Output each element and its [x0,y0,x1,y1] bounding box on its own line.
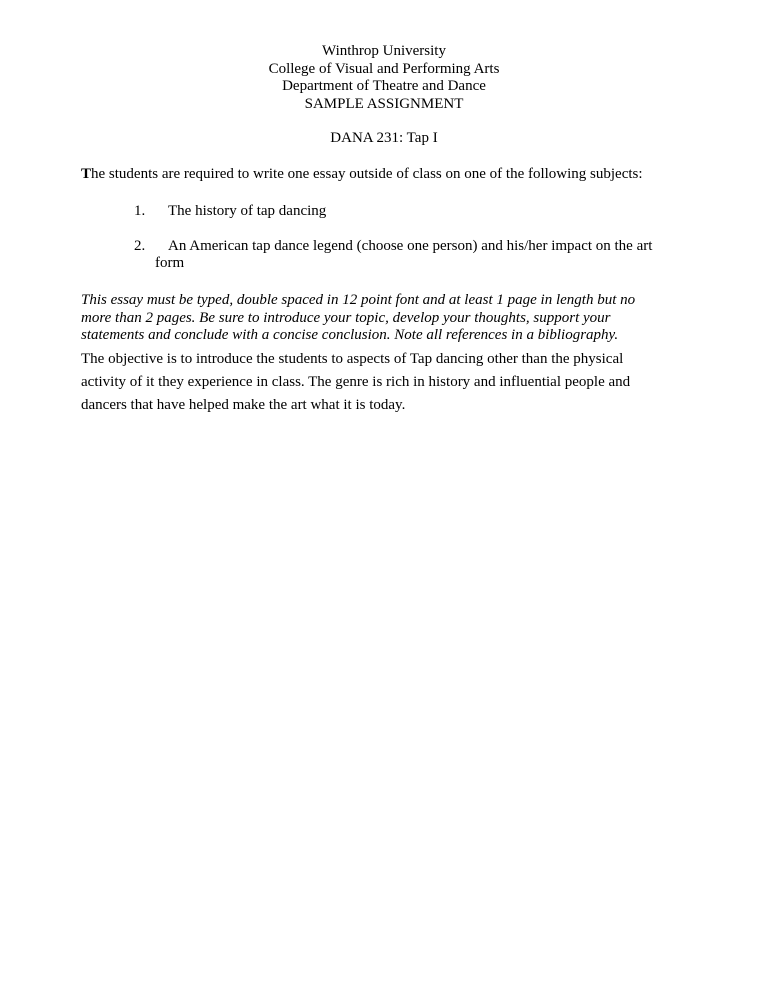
instructions-line: statements and conclude with a concise conclusion. Note all references in a bibliography. [81,327,619,343]
subject-number: 2. [134,238,146,254]
document-type: SAMPLE ASSIGNMENT [304,95,464,112]
instructions-line: This essay must be typed, double spaced in 12 point font and at least 1 page in length but no [81,292,636,308]
instructions-line: more than 2 pages. Be sure to introduce your topic, develop your thoughts, support your [81,309,611,326]
college-name: College of Visual and Performing Arts [268,60,500,77]
objective-line: activity of it they experience in class. The genre is rich in history and influential people and [81,374,631,390]
university-name: Winthrop University [322,43,446,59]
subject-text: An American tap dance legend (choose one person) and his/her impact on the art [168,238,653,254]
intro-paragraph [81,166,643,183]
subject-number: 1. [134,203,146,219]
objective-line: The objective is to introduce the students to aspects of Tap dancing other than the physical [81,351,624,367]
essay-instructions [81,292,701,345]
department-name: Department of Theatre and Dance [282,78,486,94]
document-header [0,43,768,113]
subject-text-continuation: form [155,255,185,271]
course-title: DANA 231: Tap I [330,130,438,146]
subject-text: The history of tap dancing [168,203,327,219]
intro-text: he students are required to write one essay outside of class on one of the following subjects: [91,166,643,182]
objective-line: dancers that have helped make the art what it is today. [81,397,406,413]
intro-bold-letter: T [81,166,92,182]
objective-paragraph [81,348,701,417]
